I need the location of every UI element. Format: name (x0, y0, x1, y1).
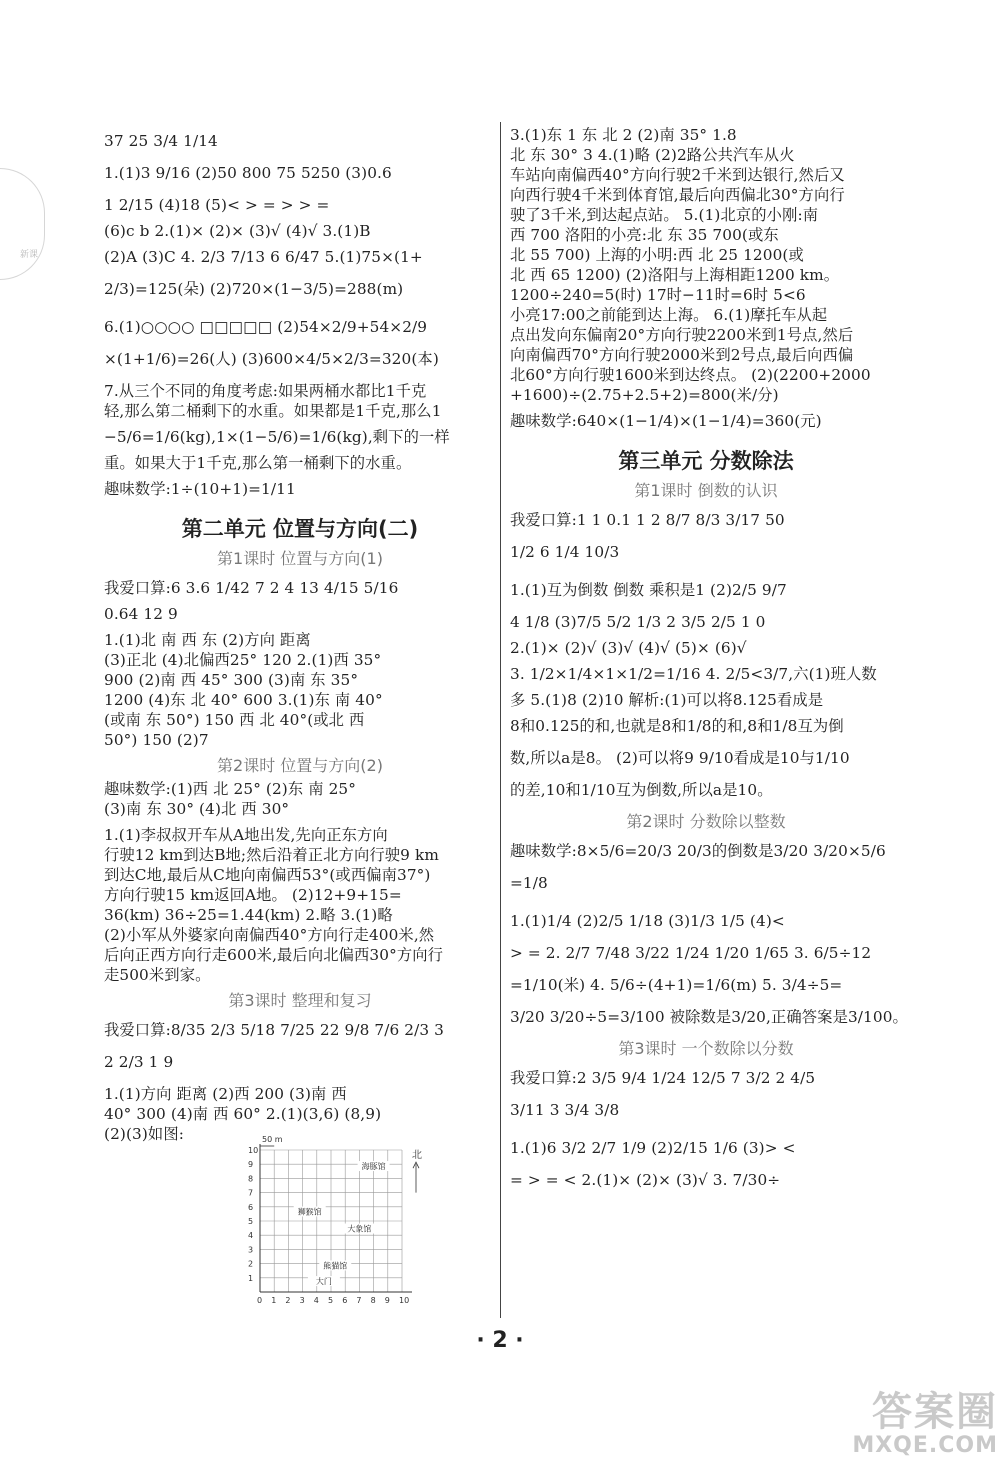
lesson-heading: 第1课时 倒数的认识 (634, 481, 778, 500)
answer-line: 方向行驶15 km返回A地。 (2)12+9+15= (104, 886, 402, 904)
x-tick-label: 7 (356, 1296, 362, 1305)
lesson-heading: 第2课时 位置与方向(2) (217, 756, 383, 775)
answer-line: (2)(3)如图: (104, 1125, 184, 1143)
left-column (104, 125, 496, 1314)
answer-line: 的差,10和1/10互为倒数,所以a是10。 (510, 781, 773, 799)
answer-line: 36(km) 36÷25=1.44(km) 2.略 3.(1)略 (104, 906, 393, 924)
answer-line: 37 25 3/4 1/14 (104, 132, 218, 150)
y-tick-label: 8 (248, 1174, 254, 1184)
answer-line: 后向正西方向行走600米,最后向北偏西30°方向行 (104, 946, 444, 964)
x-tick-label: 8 (370, 1296, 376, 1305)
answer-line: 4 1/8 (3)7/5 5/2 1/3 2 3/5 2/5 1 0 (510, 613, 766, 631)
answer-line: (2)小军从外婆家向南偏西40°方向行走400米,然 (104, 926, 435, 944)
answer-line: 1.(1)北 南 西 东 (2)方向 距离 (104, 631, 311, 649)
answer-line: 多 5.(1)8 (2)10 解析:(1)可以将8.125看成是 (510, 691, 824, 709)
page-number: · 2 · (476, 1328, 524, 1353)
x-tick-label: 3 (299, 1296, 305, 1305)
answer-line: > = 2. 2/7 7/48 3/22 1/24 1/20 1/65 3. 6/5÷12 (510, 944, 872, 962)
answer-line: 1.(1)6 3/2 2/7 1/9 (2)2/15 1/6 (3)> < (510, 1139, 796, 1157)
right-column (510, 125, 908, 1196)
answer-line: 2/3)=125(朵) (2)720×(1−3/5)=288(m) (104, 280, 404, 298)
lesson-heading: 第1课时 位置与方向(1) (217, 549, 383, 568)
answer-line: 数,所以a是8。 (2)可以将9 9/10看成是10与1/10 (510, 749, 850, 767)
answer-line: 重。如果大于1千克,那么第一桶剩下的水重。 (104, 454, 412, 472)
answer-line: 趣味数学:8×5/6=20/3 20/3的倒数是3/20 3/20×5/6 (510, 842, 886, 860)
x-tick-label: 0 (257, 1296, 263, 1305)
answer-line: (2)A (3)C 4. 2/3 7/13 6 6/47 5.(1)75×(1+ (104, 248, 423, 266)
watermark-site: MXQE.COM (852, 1433, 998, 1458)
place-label: 狮猴馆 (297, 1207, 322, 1217)
answer-line: 向西行驶4千米到体育馆,最后向西偏北30°方向行 (510, 186, 845, 204)
answer-line: +1600)÷(2.75+2.5+2)=800(米/分) (510, 386, 779, 404)
y-tick-label: 5 (248, 1217, 254, 1226)
answer-line: 趣味数学:(1)西 北 25° (2)东 南 25° (104, 780, 357, 798)
answer-line: 驶了3千米,到达起点站。 5.(1)北京的小刚:南 (510, 206, 819, 224)
answer-line: 6.(1)○○○○ □□□□□ (2)54×2/9+54×2/9 (104, 318, 428, 336)
answer-line: (或南 东 50°) 150 西 北 40°(或北 西 (104, 711, 365, 729)
answer-line: 1.(1)互为倒数 倒数 乘积是1 (2)2/5 9/7 (510, 581, 787, 599)
place-label: 大门 (315, 1277, 332, 1287)
answer-line: 1/2 6 1/4 10/3 (510, 543, 620, 561)
answer-line: −5/6=1/6(kg),1×(1−5/6)=1/6(kg),剩下的一样 (104, 428, 450, 446)
answer-line: 3/20 3/20÷5=3/100 被除数是3/20,正确答案是3/100。 (510, 1008, 908, 1026)
y-tick-label: 9 (248, 1160, 254, 1170)
x-tick-label: 2 (285, 1296, 291, 1305)
answer-line: 走500米到家。 (104, 966, 211, 984)
x-tick-label: 1 (271, 1296, 277, 1305)
answer-line: 向南偏西70°方向行驶2000米到2号点,最后向西偏 (510, 346, 854, 364)
answer-line: 3. 1/2×1/4×1×1/2=1/16 4. 2/5<3/7,六(1)班人数 (510, 665, 877, 683)
scale-label: 50 m (262, 1135, 283, 1144)
north-label: 北 (412, 1150, 422, 1162)
answer-line: 1.(1)李叔叔开车从A地出发,先向正东方向 (104, 826, 388, 844)
answer-line: 我爱口算:8/35 2/3 5/18 7/25 22 9/8 7/6 2/3 3 (104, 1021, 444, 1039)
answer-line: 我爱口算:1 1 0.1 1 2 8/7 8/3 3/17 50 (510, 511, 785, 529)
zoo-grid-figure (234, 1135, 422, 1314)
lesson-heading: 第2课时 分数除以整数 (626, 812, 786, 831)
y-tick-label: 2 (248, 1259, 254, 1269)
lesson-heading: 第3课时 整理和复习 (228, 991, 372, 1010)
y-tick-label: 10 (248, 1146, 259, 1155)
x-tick-label: 10 (399, 1296, 410, 1305)
answer-line: 北 西 65 1200) (2)洛阳与上海相距1200 km。 (510, 266, 840, 284)
corner-stamp (0, 168, 45, 280)
answer-line: 行驶12 km到达B地;然后沿着正北方向行驶9 km (104, 846, 439, 864)
answer-line: 西 700 洛阳的小亮:北 东 35 700(或东 (510, 226, 779, 244)
x-tick-label: 5 (328, 1296, 334, 1305)
answer-line: =1/10(米) 4. 5/6÷(4+1)=1/6(m) 5. 3/4÷5= (510, 976, 843, 994)
answer-line: 小亮17:00之前能到达上海。 6.(1)摩托车从起 (510, 306, 828, 324)
answer-line: =1/8 (510, 874, 548, 892)
answer-line: 1.(1)3 9/16 (2)50 800 75 5250 (3)0.6 (104, 164, 392, 182)
answer-line: 趣味数学:640×(1−1/4)×(1−1/4)=360(元) (510, 412, 822, 430)
answer-line: 2 2/3 1 9 (104, 1053, 174, 1071)
stamp-text: 新课 (19, 250, 38, 260)
x-tick-label: 4 (313, 1296, 319, 1305)
watermark (818, 1390, 998, 1470)
answer-line: 50°) 150 (2)7 (104, 731, 209, 749)
answer-line: 点出发向东偏南20°方向行驶2200米到1号点,然后 (510, 326, 854, 344)
answer-line: = > = < 2.(1)× (2)× (3)√ 3. 7/30÷ (510, 1171, 781, 1189)
column-divider (500, 122, 501, 1318)
x-tick-label: 9 (384, 1296, 390, 1305)
answer-line: ×(1+1/6)=26(人) (3)600×4/5×2/3=320(本) (104, 350, 439, 368)
y-tick-label: 7 (248, 1188, 254, 1198)
answer-line: 40° 300 (4)南 西 60° 2.(1)(3,6) (8,9) (104, 1105, 382, 1123)
place-label: 海豚馆 (361, 1162, 386, 1172)
answer-line: 到达C地,最后从C地向南偏西53°(或西偏南37°) (104, 866, 431, 884)
answer-line: 轻,那么第二桶剩下的水重。如果都是1千克,那么1 (104, 402, 442, 420)
unit-heading: 第三单元 分数除法 (618, 449, 794, 473)
watermark-main: 答案圈 (872, 1389, 998, 1435)
answer-line: 8和0.125的和,也就是8和1/8的和,8和1/8互为倒 (510, 717, 844, 735)
y-tick-label: 1 (248, 1273, 254, 1283)
answer-line: 我爱口算:2 3/5 9/4 1/24 12/5 7 3/2 2 4/5 (510, 1069, 816, 1087)
answer-line: 0.64 12 9 (104, 605, 178, 623)
answer-line: 1200÷240=5(时) 17时−11时=6时 5<6 (510, 286, 806, 304)
answer-line: 北60°方向行驶1600米到达终点。 (2)(2200+2000 (510, 366, 871, 384)
answer-line: 车站向南偏西40°方向行驶2千米到达银行,然后又 (510, 166, 845, 184)
lesson-heading: 第3课时 一个数除以分数 (618, 1039, 794, 1058)
answer-line: (6)c b 2.(1)× (2)× (3)√ (4)√ 3.(1)B (104, 222, 371, 240)
y-tick-label: 4 (248, 1231, 254, 1241)
answer-line: 趣味数学:1÷(10+1)=1/11 (104, 480, 296, 498)
place-label: 大象馆 (347, 1224, 372, 1234)
answer-line: 1200 (4)东 北 40° 600 3.(1)东 南 40° (104, 691, 383, 709)
x-tick-label: 6 (342, 1296, 348, 1305)
answer-line: 1 2/15 (4)18 (5)< > = > > = (104, 196, 330, 214)
answer-line: 北 东 30° 3 4.(1)略 (2)2路公共汽车从火 (510, 146, 795, 164)
answer-line: 我爱口算:6 3.6 1/42 7 2 4 13 4/15 5/16 (104, 579, 399, 597)
answer-line: 900 (2)南 西 45° 300 (3)南 东 35° (104, 671, 359, 689)
answer-line: 1.(1)方向 距离 (2)西 200 (3)南 西 (104, 1085, 347, 1103)
unit-heading: 第二单元 位置与方向(二) (181, 517, 419, 541)
answer-line: 3/11 3 3/4 3/8 (510, 1101, 620, 1119)
answer-line: 2.(1)× (2)√ (3)√ (4)√ (5)× (6)√ (510, 639, 747, 657)
answer-line: (3)正北 (4)北偏西25° 120 2.(1)西 35° (104, 651, 382, 669)
y-tick-label: 3 (248, 1245, 254, 1255)
answer-line: 3.(1)东 1 东 北 2 (2)南 35° 1.8 (510, 126, 737, 144)
place-label: 熊猫馆 (323, 1261, 348, 1271)
answer-line: (3)南 东 30° (4)北 西 30° (104, 800, 290, 818)
answer-line: 7.从三个不同的角度考虑:如果两桶水都比1千克 (104, 382, 427, 400)
answer-line: 北 55 700) 上海的小明:西 北 25 1200(或 (510, 246, 804, 264)
answer-line: 1.(1)1/4 (2)2/5 1/18 (3)1/3 1/5 (4)< (510, 912, 785, 930)
y-tick-label: 6 (248, 1202, 254, 1212)
